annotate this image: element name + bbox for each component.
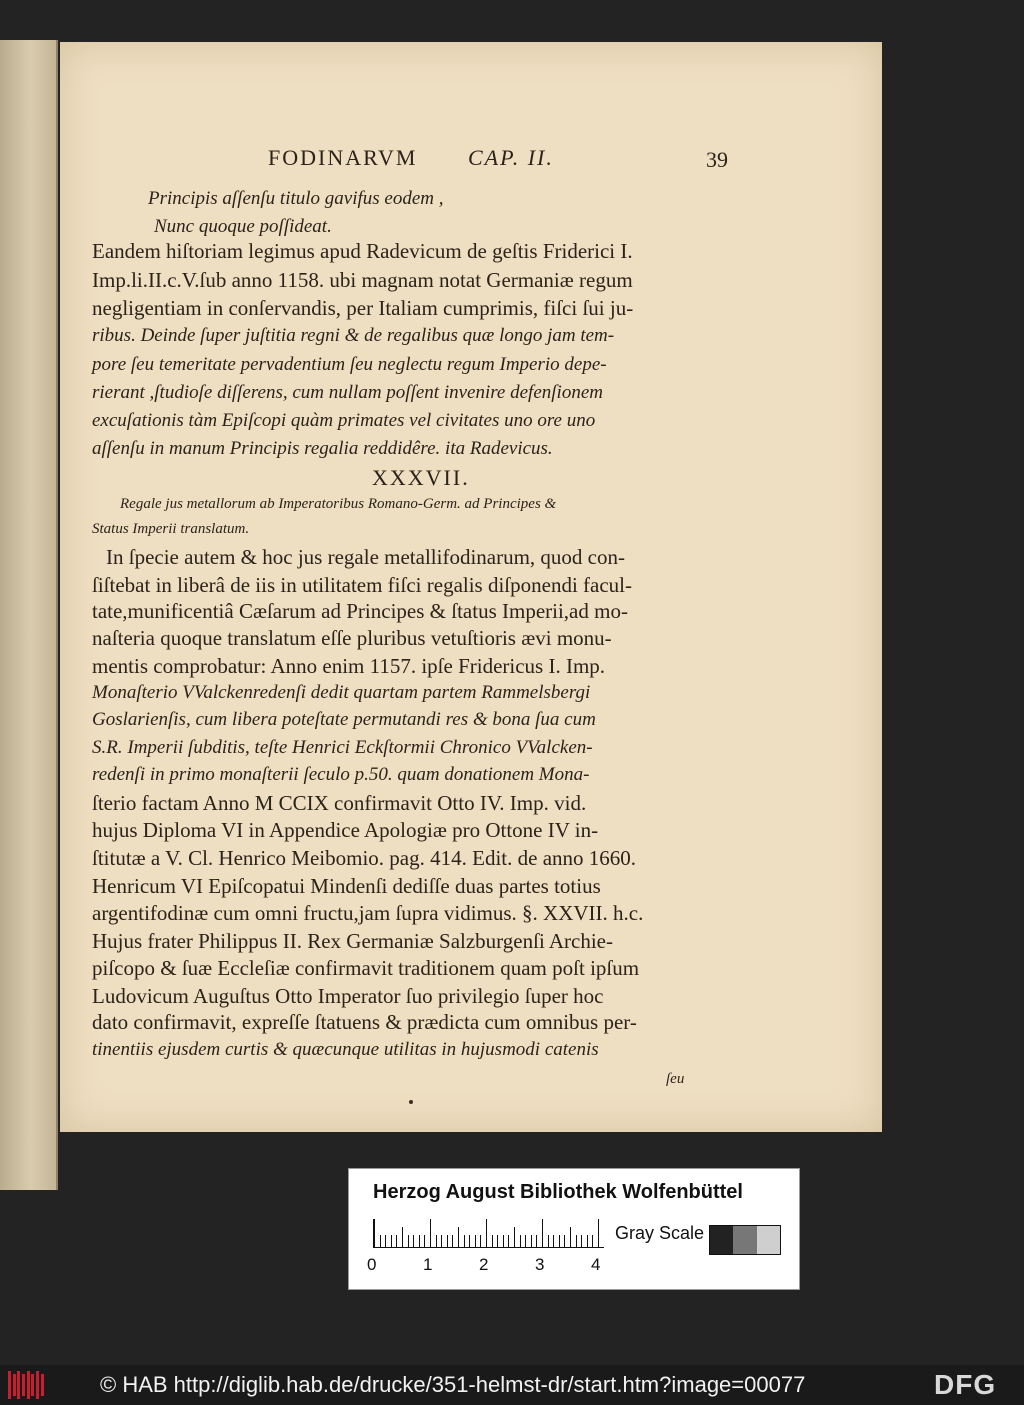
text-line: ſiſtebat in liberâ de iis in utilitatem fiſci regalis diſponendi facul- (92, 573, 633, 597)
ruler-tick (486, 1219, 487, 1247)
ruler-tick (480, 1235, 481, 1247)
text-line: S.R. Imperii ſubditis, teſte Henrici Eckſtormii Chronico VValcken- (92, 737, 593, 758)
text-line: Nunc quoque poſſideat. (154, 216, 332, 237)
ruler-tick (374, 1219, 375, 1247)
ruler-tick (508, 1235, 509, 1247)
ruler-tick (542, 1219, 543, 1247)
logo-bar (36, 1371, 39, 1399)
chapter-label: CAP. II. (468, 145, 554, 170)
ruler-tick (380, 1235, 381, 1247)
color-scale-card (348, 1168, 800, 1290)
ruler-tick (492, 1235, 493, 1247)
running-header: FODINARVM (268, 145, 418, 170)
library-name: Herzog August Bibliothek Wolfenbüttel (373, 1181, 743, 1203)
text-line: rierant ,ſtudioſe diſſerens, cum nullam poſſent invenire defenſionem (92, 382, 603, 403)
ruler-tick (475, 1235, 476, 1247)
ruler-tick (548, 1235, 549, 1247)
text-line: redenſi in primo monaſterii ſeculo p.50. quam donationem Mona- (92, 764, 590, 785)
text-line: Principis aſſenſu titulo gavifus eodem , (148, 188, 444, 209)
ruler-tick (385, 1235, 386, 1247)
page-mark (409, 1100, 413, 1104)
ruler-tick (458, 1227, 459, 1247)
ruler-tick (576, 1235, 577, 1247)
text-line: excuſationis tàm Epiſcopi quàm primates vel civitates uno ore uno (92, 410, 596, 431)
text-line: aſſenſu in manum Principis regalia reddidêre. ita Radevicus. (92, 438, 553, 459)
ruler-tick (587, 1235, 588, 1247)
text-line: negligentiam in conſervandis, per Italiam cumprimis, fiſci ſui ju- (92, 296, 634, 320)
ruler-tick (413, 1235, 414, 1247)
text-line: ſterio factam Anno M CCIX confirmavit Otto IV. Imp. vid. (92, 791, 587, 815)
text-line: hujus Diploma VI in Appendice Apologiæ pro Ottone IV in- (92, 818, 599, 842)
ruler-tick (464, 1235, 465, 1247)
ruler-tick (525, 1235, 526, 1247)
text-line: Hujus frater Philippus II. Rex Germaniæ Salzburgenſi Archie- (92, 929, 614, 953)
ruler-tick (408, 1235, 409, 1247)
text-line: Eandem hiſtoriam legimus apud Radevicum de geſtis Friderici I. (92, 239, 633, 263)
text-line: Status Imperii translatum. (92, 521, 250, 537)
ruler-tick (436, 1235, 437, 1247)
previous-page-edge (0, 40, 58, 1190)
text-line: tinentiis ejusdem curtis & quæcunque utilitas in hujusmodi catenis (92, 1039, 599, 1060)
ruler-tick (581, 1235, 582, 1247)
ruler-tick (503, 1235, 504, 1247)
gray-swatch (757, 1226, 780, 1254)
text-line: Imp.li.II.c.V.ſub anno 1158. ubi magnam notat Germaniæ regum (92, 268, 633, 292)
text-line: piſcopo & ſuæ Eccleſiæ confirmavit traditionem quam poſt ipſum (92, 956, 640, 980)
gray-swatches (709, 1225, 781, 1255)
logo-bar (31, 1374, 34, 1396)
text-line: Goslarienſis, cum libera poteſtate permutandi res & bona ſua cum (92, 709, 596, 730)
ruler-number: 4 (591, 1255, 601, 1274)
ruler-number: 1 (423, 1255, 433, 1274)
text-line: ſtitutæ a V. Cl. Henrico Meibomio. pag. 414. Edit. de anno 1660. (92, 846, 637, 870)
ruler-tick (391, 1235, 392, 1247)
logo-bar (22, 1374, 25, 1396)
logo-bar (8, 1371, 11, 1399)
ruler-tick (396, 1235, 397, 1247)
ruler-tick (520, 1235, 521, 1247)
ruler-number: 3 (535, 1255, 545, 1274)
ruler-tick (497, 1235, 498, 1247)
text-line: ribus. Deinde ſuper juſtitia regni & de regalibus quæ longo jam tem- (92, 325, 615, 346)
ruler-number: 0 (367, 1255, 377, 1274)
text-line: In ſpecie autem & hoc jus regale metallifodinarum, quod con- (106, 545, 625, 569)
text-line: Regale jus metallorum ab Imperatoribus Romano-Germ. ad Principes & (120, 496, 557, 512)
ruler-tick (514, 1227, 515, 1247)
hab-logo-icon[interactable] (8, 1371, 46, 1399)
ruler-tick (424, 1235, 425, 1247)
gray-scale-label: Gray Scale (615, 1223, 705, 1243)
text-line: mentis comprobatur: Anno enim 1157. ipſe Fridericus I. Imp. (92, 654, 606, 678)
ruler-tick (570, 1227, 571, 1247)
copyright-link[interactable]: © HAB http://diglib.hab.de/drucke/351-helmst-dr/start.htm?image=00077 (100, 1372, 806, 1397)
logo-bar (41, 1374, 44, 1396)
footer-bar (0, 1365, 1024, 1405)
logo-bar (27, 1371, 30, 1399)
ruler-tick (430, 1219, 431, 1247)
text-line: Monaſterio VValckenredenſi dedit quartam partem Rammelsbergi (92, 682, 591, 703)
text-line: argentifodinæ cum omni fructu,jam ſupra vidimus. §. XXVII. h.c. (92, 901, 644, 925)
ruler-tick (592, 1235, 593, 1247)
ruler-tick (598, 1219, 599, 1247)
logo-bar (17, 1371, 20, 1399)
text-line: Henricum VI Epiſcopatui Mindenſi dediſſe duas partes totius (92, 874, 601, 898)
section-heading: XXXVII. (372, 465, 470, 490)
ruler-tick (402, 1227, 403, 1247)
text-line: naſteria quoque translatum eſſe pluribus vetuſtioris ævi monu- (92, 626, 612, 650)
text-line: dato confirmavit, expreſſe ſtatuens & prædicta cum omnibus per- (92, 1010, 637, 1034)
dfg-logo[interactable]: DFG (934, 1369, 997, 1400)
ruler-tick (447, 1235, 448, 1247)
ruler-tick (419, 1235, 420, 1247)
ruler (373, 1219, 604, 1248)
gray-swatch (710, 1226, 733, 1254)
page-number: 39 (706, 147, 728, 172)
book-page (60, 42, 882, 1132)
ruler-tick (559, 1235, 560, 1247)
ruler-tick (553, 1235, 554, 1247)
ruler-number: 2 (479, 1255, 489, 1274)
text-line: pore ſeu temeritate pervadentium ſeu neglectu regum Imperio depe- (92, 354, 607, 375)
text-line: tate,munificentiâ Cæſarum ad Principes & ſtatus Imperii,ad mo- (92, 599, 628, 623)
ruler-tick (531, 1235, 532, 1247)
ruler-tick (441, 1235, 442, 1247)
gray-swatch (733, 1226, 756, 1254)
logo-bar (13, 1374, 16, 1396)
ruler-tick (469, 1235, 470, 1247)
ruler-tick (564, 1235, 565, 1247)
ruler-tick (536, 1235, 537, 1247)
ruler-tick (452, 1235, 453, 1247)
text-line: Ludovicum Auguſtus Otto Imperator ſuo privilegio ſuper hoc (92, 984, 604, 1008)
text-line: ſeu (666, 1071, 685, 1087)
